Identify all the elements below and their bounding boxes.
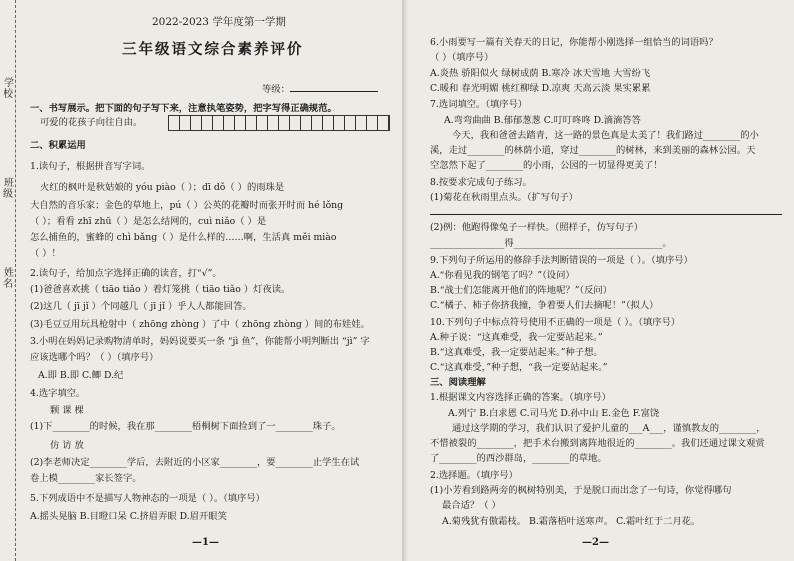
grade-label: 等级： bbox=[262, 82, 378, 96]
q8-item-2: (2)例：他跑得像兔子一样快。（照样子，仿写句子） bbox=[430, 222, 644, 233]
class-label: 班级： bbox=[3, 178, 23, 200]
q3-prompt: 3.小明在妈妈记录购物清单时，妈妈说要买一条 “jì 鱼”，你能帮小明判断出 “jì” 字 bbox=[30, 336, 370, 347]
q4-sentence-2-cont: 卷上模________家长签字。 bbox=[30, 473, 142, 484]
r2-prompt: 2.选择题。（填序号） bbox=[430, 470, 518, 481]
q6-answer: （ ）（填序号） bbox=[430, 52, 494, 63]
q-section-2: 二、积累运用 bbox=[30, 140, 86, 151]
q5-options: A.摇头晃脑 B.目瞪口呆 C.挤眉弄眼 D.眉开眼笑 bbox=[30, 511, 227, 522]
school-label: 学校： bbox=[3, 78, 23, 100]
r1-passage-2: 不惜被裂的________，把手术台搬到离阵地很近的________。我们还通过课文观赏 bbox=[430, 438, 765, 449]
q1-line-5: （ ）！ bbox=[30, 248, 61, 259]
q5-prompt: 5.下列成语中不是描写人物神态的一项是（ ）。（填序号） bbox=[30, 493, 265, 504]
page-number-2: —2— bbox=[582, 537, 609, 548]
r2-item-1-cont: 最合适？（ ） bbox=[442, 500, 501, 511]
r2-item-1-options: A.菊残犹有傲霜枝。 B.霜落梧叶送寒声。 C.霜叶红于二月花。 bbox=[442, 516, 701, 527]
q1-line-4: 怎么捕鱼的，蜜蜂的 chì bǎng（ ）是什么样的……啊，生活真 měi miào bbox=[30, 232, 337, 243]
exam-title: 三年级语文综合素养评价 bbox=[122, 41, 304, 58]
q1-line-2: 大自然的音乐家；金色的草地上，pú（ ）公英的花瓣时而张开时而 hé lǒng bbox=[30, 200, 344, 211]
q4-prompt: 4.选字填空。 bbox=[30, 388, 86, 399]
q3-options: A.即 B.即 C.鲫 D.纪 bbox=[38, 370, 124, 381]
q1-prompt: 1.读句子，根据拼音写字词。 bbox=[30, 161, 151, 172]
q2-item-2: (2)这几（ jī jǐ ）个同越几（ jī jǐ ）乎人人都能回答。 bbox=[30, 301, 252, 312]
q6-prompt: 6.小雨要写一篇有关春天的日记，你能帮小刚选择一组恰当的词语吗？ bbox=[430, 37, 718, 48]
q9-option-a: A.“你看见我的钢笔了吗？”（设问） bbox=[430, 270, 575, 281]
q7-options: A.弯弯曲曲 B.郁郁葱葱 C.叮叮咚咚 D.滴滴答答 bbox=[444, 115, 641, 126]
q-section-3: 三、阅读理解 bbox=[430, 377, 486, 388]
r1-passage-3: 了________的西沙群岛，________的草地。 bbox=[430, 453, 607, 464]
q4-choices-2: 仿 访 放 bbox=[50, 440, 84, 451]
q7-prompt: 7.选词填空。（填序号） bbox=[430, 99, 528, 110]
q7-passage-3: 空忽然下起了________的小雨，公园的一切显得更美了！ bbox=[430, 160, 663, 171]
r2-item-1: (1)小芳看到路两旁的枫树特别美，于是脱口而出念了一句诗，你觉得哪句 bbox=[430, 485, 732, 496]
r1-passage-1: 通过这学期的学习，我们认识了爱护儿童的___A___，谨慎教友的________， bbox=[452, 423, 766, 434]
q3-prompt-cont: 应该选哪个吗？（ ）（填序号） bbox=[30, 352, 159, 363]
copy-sentence: 可爱的花孩子向往自由。 bbox=[40, 117, 143, 128]
q8-item-1: (1)菊花在秋雨里点头。（扩写句子） bbox=[430, 192, 578, 203]
q1-line-3: （ ）；看看 zhī zhū（ ）是怎么结网的，cuì niǎo（ ）是 bbox=[30, 216, 267, 227]
q4-sentence-1: (1)下________的时候，我在那________梧桐树下面捡到了一________珠子。 bbox=[30, 421, 341, 432]
r1-options: A.列宁 B.白求恩 C.司马光 D.孙中山 E.金色 F.富饶 bbox=[448, 408, 660, 419]
r1-prompt: 1.根据课文内容选择正确的答案。（填序号） bbox=[430, 392, 611, 403]
q9-option-b: B.“战士们怎能离开他们的阵地呢？”（反问） bbox=[430, 285, 612, 296]
q9-option-c: C.“橘子、柿子你挤我撞，争着要人们去摘呢！”（拟人） bbox=[430, 300, 659, 311]
q10-prompt: 10.下列句子中标点符号使用不正确的一项是（ ）。（填序号） bbox=[430, 317, 681, 328]
q2-item-1: (1)爸爸喜欢挑（ tiāo tiǎo ）着灯笼挑（ tiāo tiǎo ）灯夜读。 bbox=[30, 284, 291, 295]
q2-prompt: 2.读句子，给加点字选择正确的读音，打“√”。 bbox=[30, 268, 222, 279]
q10-option-c: C.“这真难受，”种子想，“我一定要站起来。” bbox=[430, 362, 608, 373]
q4-sentence-2: (2)李老师决定________学后，去附近的小区家________，要________止学生在试 bbox=[30, 457, 360, 468]
page-1 bbox=[24, 0, 402, 561]
q8-prompt: 8.按要求完成句子练习。 bbox=[430, 177, 532, 188]
q7-passage-1: 今天，我和爸爸去踏青，这一路的景色真是太美了！我们路过________的小 bbox=[452, 130, 759, 141]
q8-answer-line-2: ________________得________________________________。 bbox=[430, 238, 672, 249]
q10-option-b: B.“这真难受，我一定要站起来。”种子想。 bbox=[430, 347, 603, 358]
name-label: 姓名： bbox=[3, 268, 23, 290]
q7-passage-2: 溪，走过________的林荫小道，穿过________的树林，来到美丽的森林公园。天 bbox=[430, 145, 756, 156]
grade-blank[interactable] bbox=[290, 82, 378, 92]
cut-line bbox=[15, 0, 16, 561]
q8-answer-line-1[interactable] bbox=[430, 214, 782, 215]
q1-line-1: 火红的枫叶是秋姑娘的 yóu piào（ ）；dī dǒ（ ）的雨珠是 bbox=[40, 182, 285, 193]
page-number-1: —1— bbox=[192, 537, 219, 548]
q4-choices-1: 颗 课 棵 bbox=[50, 405, 84, 416]
writing-grid[interactable] bbox=[168, 115, 390, 131]
q2-item-3: (3)毛豆豆用玩具枪射中（ zhōng zhòng ）了中（ zhōng zhòng ）间的布娃娃。 bbox=[30, 319, 370, 330]
binding-margin bbox=[0, 0, 22, 561]
page-2 bbox=[408, 0, 788, 561]
q6-options-2: C.暖和 春光明媚 桃红柳绿 D.凉爽 天高云淡 果实累累 bbox=[430, 83, 651, 94]
school-year: 2022-2023 学年度第一学期 bbox=[152, 16, 286, 28]
q-section-1: 一、书写展示。把下面的句子写下来，注意执笔姿势，把字写得正确规范。 bbox=[30, 103, 337, 114]
q9-prompt: 9.下列句子所运用的修辞手法判断错误的一项是（ ）。（填序号） bbox=[430, 255, 693, 266]
q10-option-a: A.种子说：“这真难受，我一定要站起来。” bbox=[430, 332, 603, 343]
q6-options-1: A.炎热 骄阳似火 绿树成荫 B.寒冷 冰天雪地 大雪纷飞 bbox=[430, 68, 651, 79]
